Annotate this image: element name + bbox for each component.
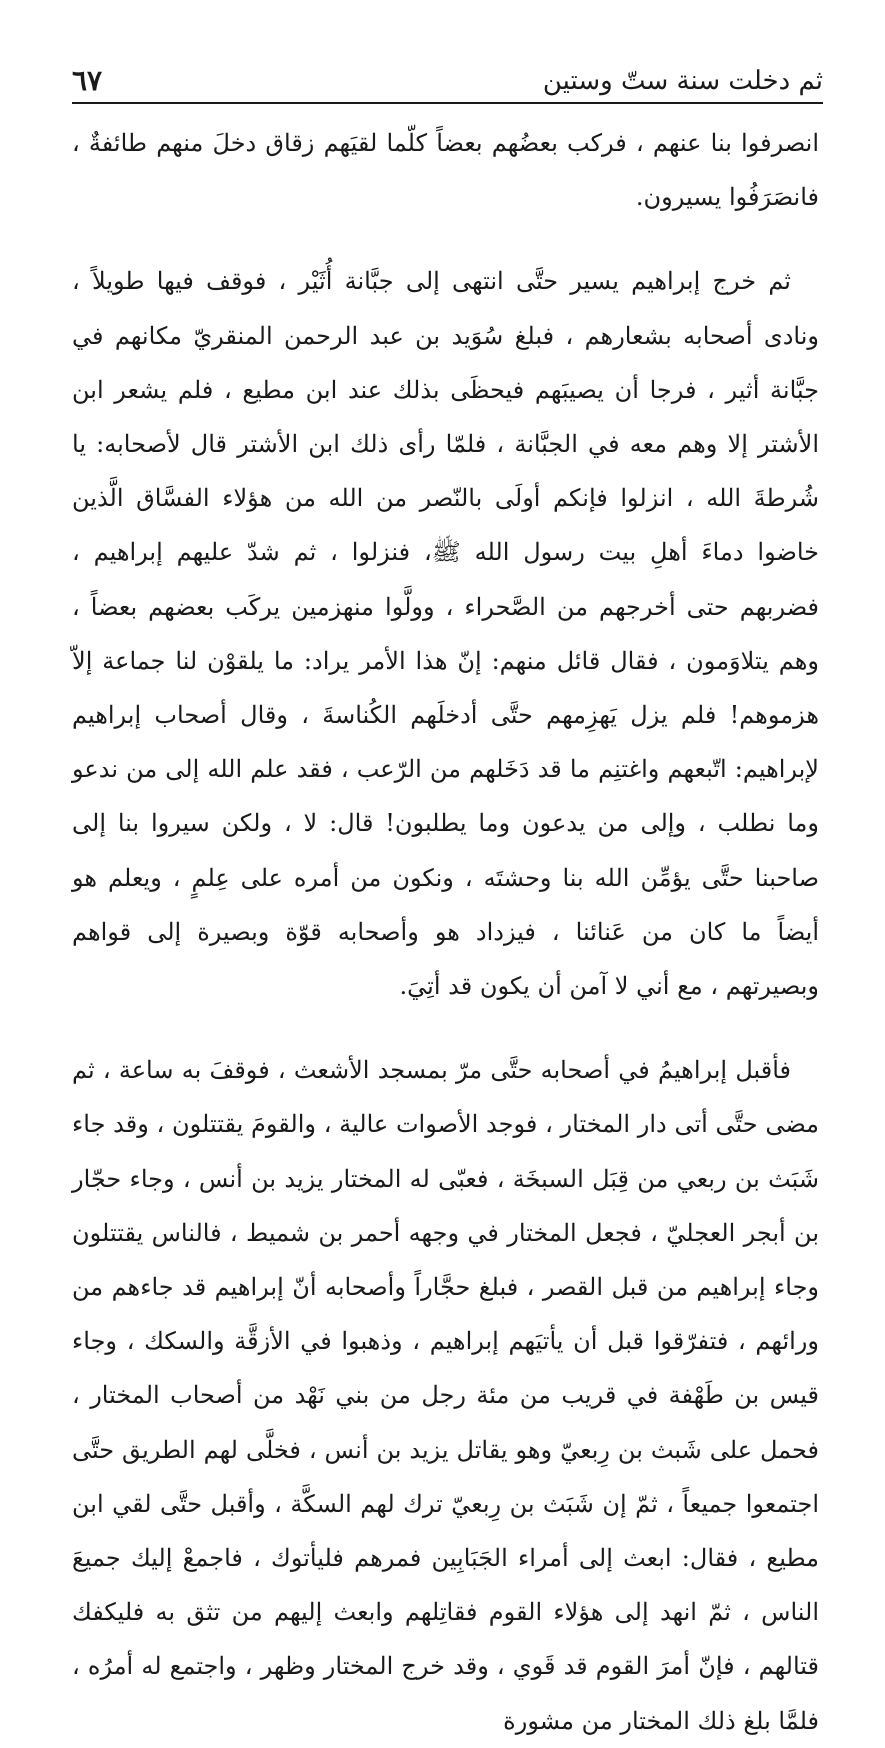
- paragraph-2: ثم خرج إبراهيم يسير حتَّى انتهى إلى جبَّانة أُثَيْر ، فوقف فيها طويلاً ، ونادى أصحابه بشعارهم ، فبلغ سُوَيد بن عبد الرحمن المنقريّ مكانهم في جبَّانة أثير ، فرجا أن يصيبَهم فيحظَى بذلك عند ابن مطيع ، فلم يشعر ابن الأشتر إلا وهم معه في الجبَّانة ، فلمّا رأى ذلك ابن الأشتر قال لأصحابه: يا شُرطةَ الله ، انزلوا فإنكم أولَى بالنّصر من الله من هؤلاء الفسَّاق الَّذين خاضوا دماءَ أهلِ بيت رسول الله ﷺ، فنزلوا ، ثم شدّ عليهم إبراهيم ، فضربهم حتى أخرجهم من الصَّحراء ، وولَّوا منهزمين يركَب بعضهم بعضاً ، وهم يتلاوَمون ، فقال قائل منهم: إنّ هذا الأمر يراد: ما يلقوْن لنا جماعة إلاّ هزموهم! فلم يزل يَهزِمهم حتَّى أدخلَهم الكُناسةَ ، وقال أصحاب إبراهيم لإبراهيم: اتّبعهم واغتنِم ما قد دَخَلهم من الرّعب ، فقد علم الله إلى من ندعو وما نطلب ، وإلى من يدعون وما يطلبون! قال: لا ، ولكن سيروا بنا إلى صاحبنا حتَّى يؤمِّن الله بنا وحشتَه ، ونكون من أمره على عِلمٍ ، ويعلم هو أيضاً ما كان من عَنائنا ، فيزداد هو وأصحابه قوّة وبصيرة إلى قواهم وبصيرتهم ، مع أني لا آمن أن يكون قد أتِيَ.: [72, 267, 820, 1001]
- running-title: ثم دخلت سنة ستّ وستين: [542, 66, 823, 96]
- header-rule: [72, 102, 823, 104]
- paragraph-1: انصرفوا بنا عنهم ، فركب بعضُهم بعضاً كلّما لقيَهم زقاق دخلَ منهم طائفةٌ ، فانصَرَفُوا يسيرون.: [72, 129, 819, 212]
- page-number: ٦٧: [72, 64, 103, 97]
- body-text: [72, 116, 819, 1748]
- paragraph-3: فأقبل إبراهيمُ في أصحابه حتَّى مرّ بمسجد الأشعث ، فوقفَ به ساعة ، ثم مضى حتَّى أتى دار المختار ، فوجد الأصوات عالية ، والقومَ يقتتلون ، وقد جاء شَبَث بن ربعي من قِبَل السبخَة ، فعبّى له المختار يزيد بن أنس ، وجاء حجّار بن أبجر العجليّ ، فجعل المختار في وجهه أحمر بن شميط ، فالناس يقتتلون وجاء إبراهيم من قبل القصر ، فبلغ حجَّاراً وأصحابه أنّ إبراهيم قد جاءهم من ورائهم ، فتفرّقوا قبل أن يأتيَهم إبراهيم ، وذهبوا في الأزقَّة والسكك ، وجاء قيس بن طَهْفة في قريب من مئة رجل من بني نَهْد من أصحاب المختار ، فحمل على شَبث بن رِبعيّ وهو يقاتل يزيد بن أنس ، فخلَّى لهم الطريق حتَّى اجتمعوا جميعاً ، ثمّ إن شَبَث بن رِبعيّ ترك لهم السكَّة ، وأقبل حتَّى لقي ابن مطيع ، فقال: ابعث إلى أمراء الجَبَابِين فمرهم فليأتوك ، فاجمعْ إليك جميعَ الناس ، ثمّ انهد إلى هؤلاء القوم فقاتِلهم وابعث إليهم من تثق به فليكفك قتالهم ، فإنّ أمرَ القوم قد قَوي ، وقد خرج المختار وظهر ، واجتمع له أمرُه ، فلمَّا بلغ ذلك المختار من مشورة: [72, 1056, 820, 1735]
- running-head: [72, 58, 823, 98]
